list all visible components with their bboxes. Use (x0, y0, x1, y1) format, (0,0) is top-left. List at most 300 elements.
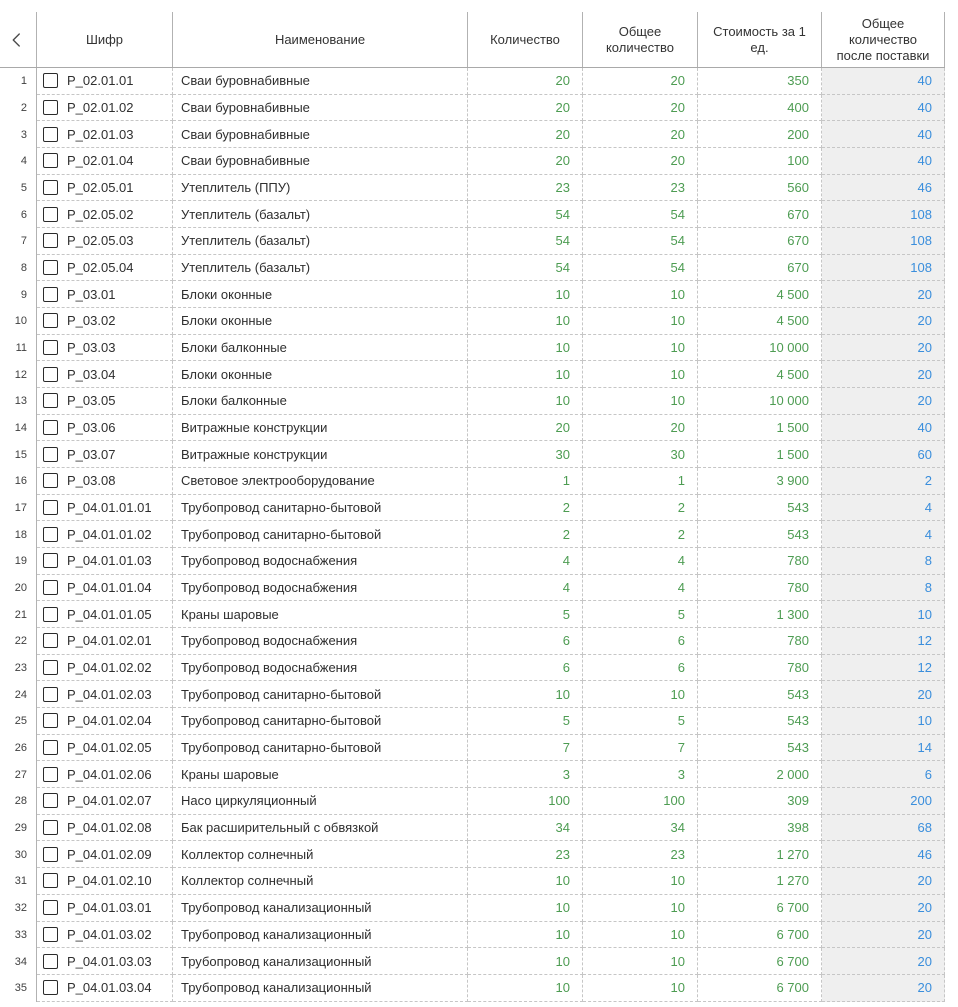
row-number: 10 (0, 308, 37, 335)
total-after-delivery-cell: 4 (822, 521, 945, 548)
code-text: Р_03.02 (67, 313, 116, 329)
unit-cost-cell[interactable]: 6 700 (698, 922, 822, 949)
name-cell[interactable]: Трубопровод водоснабжения (173, 628, 468, 655)
total-quantity-cell[interactable]: 5 (583, 708, 698, 735)
code-cell[interactable] (37, 388, 173, 415)
name-cell[interactable]: Коллектор солнечный (173, 868, 468, 895)
total-quantity-cell[interactable]: 30 (583, 441, 698, 468)
code-cell[interactable] (37, 495, 173, 522)
row-number: 34 (0, 948, 37, 975)
unit-cost-cell[interactable]: 350 (698, 68, 822, 95)
code-cell[interactable] (37, 361, 173, 388)
name-cell[interactable]: Трубопровод санитарно-бытовой (173, 708, 468, 735)
row-checkbox[interactable] (43, 980, 58, 995)
unit-cost-cell[interactable]: 543 (698, 735, 822, 762)
row-checkbox[interactable] (43, 287, 58, 302)
unit-cost-cell[interactable]: 10 000 (698, 388, 822, 415)
row-number: 27 (0, 761, 37, 788)
row-checkbox[interactable] (43, 713, 58, 728)
total-quantity-cell[interactable]: 10 (583, 948, 698, 975)
unit-cost-cell[interactable]: 400 (698, 95, 822, 122)
row-number: 20 (0, 575, 37, 602)
unit-cost-cell[interactable]: 670 (698, 255, 822, 282)
quantity-cell[interactable]: 10 (468, 388, 583, 415)
code-text: Р_03.06 (67, 420, 116, 436)
total-after-delivery-cell: 108 (822, 201, 945, 228)
code-cell[interactable] (37, 95, 173, 122)
row-number: 24 (0, 681, 37, 708)
name-cell[interactable]: Коллектор солнечный (173, 841, 468, 868)
code-text: Р_04.01.02.01 (67, 633, 152, 649)
total-quantity-cell[interactable]: 20 (583, 68, 698, 95)
row-checkbox[interactable] (43, 393, 58, 408)
total-after-delivery-cell: 4 (822, 495, 945, 522)
name-cell[interactable]: Трубопровод водоснабжения (173, 655, 468, 682)
total-quantity-cell[interactable]: 54 (583, 255, 698, 282)
quantity-cell[interactable]: 10 (468, 895, 583, 922)
quantity-cell[interactable]: 20 (468, 121, 583, 148)
row-checkbox[interactable] (43, 340, 58, 355)
total-quantity-cell[interactable]: 3 (583, 761, 698, 788)
quantity-cell[interactable]: 20 (468, 148, 583, 175)
unit-cost-cell[interactable]: 1 300 (698, 601, 822, 628)
code-text: Р_02.05.02 (67, 206, 134, 222)
total-quantity-cell[interactable]: 54 (583, 201, 698, 228)
unit-cost-cell[interactable]: 100 (698, 148, 822, 175)
name-cell[interactable]: Сваи буровнабивные (173, 121, 468, 148)
unit-cost-cell[interactable]: 3 900 (698, 468, 822, 495)
row-checkbox[interactable] (43, 207, 58, 222)
row-number: 8 (0, 255, 37, 282)
row-number: 6 (0, 201, 37, 228)
code-text: Р_04.01.02.06 (67, 766, 152, 782)
quantity-cell[interactable]: 20 (468, 95, 583, 122)
quantity-cell[interactable]: 5 (468, 601, 583, 628)
row-checkbox[interactable] (43, 500, 58, 515)
code-cell[interactable] (37, 788, 173, 815)
row-checkbox[interactable] (43, 180, 58, 195)
code-text: Р_03.05 (67, 393, 116, 409)
total-after-delivery-cell: 10 (822, 708, 945, 735)
row-checkbox[interactable] (43, 553, 58, 568)
total-quantity-cell[interactable]: 2 (583, 495, 698, 522)
quantity-cell[interactable]: 6 (468, 655, 583, 682)
total-quantity-cell[interactable]: 34 (583, 815, 698, 842)
row-number: 18 (0, 521, 37, 548)
row-checkbox[interactable] (43, 847, 58, 862)
total-after-delivery-cell: 8 (822, 575, 945, 602)
total-quantity-cell[interactable]: 10 (583, 361, 698, 388)
code-cell[interactable] (37, 441, 173, 468)
quantity-cell[interactable]: 10 (468, 281, 583, 308)
materials-table (0, 12, 945, 1002)
name-cell[interactable]: Утеплитель (базальт) (173, 228, 468, 255)
total-quantity-cell[interactable]: 6 (583, 655, 698, 682)
code-cell[interactable] (37, 175, 173, 202)
row-checkbox[interactable] (43, 820, 58, 835)
unit-cost-cell[interactable]: 10 000 (698, 335, 822, 362)
row-checkbox[interactable] (43, 367, 58, 382)
name-cell[interactable]: Блоки балконные (173, 388, 468, 415)
row-number: 31 (0, 868, 37, 895)
name-cell[interactable]: Трубопровод канализационный (173, 922, 468, 949)
code-text: Р_03.01 (67, 286, 116, 302)
name-cell[interactable]: Бак расширительный с обвязкой (173, 815, 468, 842)
name-cell[interactable]: Блоки оконные (173, 281, 468, 308)
row-checkbox[interactable] (43, 607, 58, 622)
quantity-cell[interactable]: 5 (468, 708, 583, 735)
name-cell[interactable]: Трубопровод водоснабжения (173, 548, 468, 575)
code-cell[interactable] (37, 681, 173, 708)
row-number: 5 (0, 175, 37, 202)
code-text: Р_04.01.02.02 (67, 660, 152, 676)
name-cell[interactable]: Утеплитель (базальт) (173, 201, 468, 228)
row-number: 13 (0, 388, 37, 415)
unit-cost-cell[interactable]: 543 (698, 708, 822, 735)
code-cell[interactable] (37, 922, 173, 949)
quantity-cell[interactable]: 34 (468, 815, 583, 842)
row-checkbox[interactable] (43, 153, 58, 168)
quantity-cell[interactable]: 4 (468, 575, 583, 602)
total-quantity-cell[interactable]: 2 (583, 521, 698, 548)
unit-cost-cell[interactable]: 1 500 (698, 441, 822, 468)
code-cell[interactable] (37, 121, 173, 148)
quantity-cell[interactable]: 3 (468, 761, 583, 788)
code-text: Р_04.01.01.04 (67, 580, 152, 596)
total-quantity-cell[interactable]: 6 (583, 628, 698, 655)
unit-cost-cell[interactable]: 560 (698, 175, 822, 202)
unit-cost-cell[interactable]: 1 270 (698, 868, 822, 895)
unit-cost-cell[interactable]: 543 (698, 681, 822, 708)
row-checkbox[interactable] (43, 740, 58, 755)
quantity-cell[interactable]: 4 (468, 548, 583, 575)
total-quantity-cell[interactable]: 10 (583, 308, 698, 335)
code-text: Р_04.01.02.07 (67, 793, 152, 809)
total-after-delivery-cell: 6 (822, 761, 945, 788)
row-checkbox[interactable] (43, 420, 58, 435)
code-text: Р_04.01.01.03 (67, 553, 152, 569)
total-after-delivery-cell: 20 (822, 308, 945, 335)
unit-cost-cell[interactable]: 780 (698, 575, 822, 602)
code-text: Р_03.07 (67, 446, 116, 462)
row-number: 22 (0, 628, 37, 655)
quantity-cell[interactable]: 10 (468, 308, 583, 335)
row-checkbox[interactable] (43, 660, 58, 675)
quantity-cell[interactable]: 10 (468, 681, 583, 708)
name-cell[interactable]: Насо циркуляционный (173, 788, 468, 815)
total-quantity-cell[interactable]: 20 (583, 95, 698, 122)
name-cell[interactable]: Трубопровод водоснабжения (173, 575, 468, 602)
code-text: Р_02.05.01 (67, 180, 134, 196)
code-cell[interactable] (37, 655, 173, 682)
total-after-delivery-cell: 20 (822, 335, 945, 362)
table-body (0, 68, 945, 1002)
code-cell[interactable] (37, 308, 173, 335)
row-number: 1 (0, 68, 37, 95)
unit-cost-cell[interactable]: 4 500 (698, 281, 822, 308)
back-button[interactable] (6, 29, 28, 51)
total-after-delivery-cell: 12 (822, 655, 945, 682)
row-checkbox[interactable] (43, 633, 58, 648)
quantity-cell[interactable]: 30 (468, 441, 583, 468)
quantity-cell[interactable]: 10 (468, 975, 583, 1002)
name-cell[interactable]: Сваи буровнабивные (173, 148, 468, 175)
row-number: 28 (0, 788, 37, 815)
unit-cost-cell[interactable]: 543 (698, 521, 822, 548)
code-cell[interactable] (37, 148, 173, 175)
name-cell[interactable]: Блоки оконные (173, 308, 468, 335)
row-number: 16 (0, 468, 37, 495)
code-cell[interactable] (37, 975, 173, 1002)
unit-cost-cell[interactable]: 4 500 (698, 308, 822, 335)
name-cell[interactable]: Краны шаровые (173, 761, 468, 788)
column-header-total-after-delivery (822, 12, 945, 67)
name-cell[interactable]: Блоки оконные (173, 361, 468, 388)
column-header-code-label: Шифр (85, 31, 124, 47)
row-checkbox[interactable] (43, 767, 58, 782)
quantity-cell[interactable]: 10 (468, 948, 583, 975)
name-cell[interactable]: Сваи буровнабивные (173, 68, 468, 95)
name-cell[interactable]: Витражные конструкции (173, 415, 468, 442)
row-checkbox[interactable] (43, 954, 58, 969)
code-cell[interactable] (37, 841, 173, 868)
unit-cost-cell[interactable]: 670 (698, 228, 822, 255)
row-checkbox[interactable] (43, 873, 58, 888)
total-quantity-cell[interactable]: 23 (583, 841, 698, 868)
quantity-cell[interactable]: 2 (468, 521, 583, 548)
unit-cost-cell[interactable]: 780 (698, 655, 822, 682)
row-number: 2 (0, 95, 37, 122)
quantity-cell[interactable]: 54 (468, 201, 583, 228)
name-cell[interactable]: Краны шаровые (173, 601, 468, 628)
row-checkbox[interactable] (43, 793, 58, 808)
quantity-cell[interactable]: 6 (468, 628, 583, 655)
code-cell[interactable] (37, 201, 173, 228)
total-after-delivery-cell: 40 (822, 95, 945, 122)
name-cell[interactable]: Трубопровод санитарно-бытовой (173, 521, 468, 548)
total-after-delivery-cell: 108 (822, 255, 945, 282)
code-text: Р_04.01.03.03 (67, 953, 152, 969)
code-cell[interactable] (37, 761, 173, 788)
quantity-cell[interactable]: 20 (468, 68, 583, 95)
code-cell[interactable] (37, 948, 173, 975)
quantity-cell[interactable]: 54 (468, 228, 583, 255)
quantity-cell[interactable]: 7 (468, 735, 583, 762)
total-after-delivery-cell: 20 (822, 361, 945, 388)
quantity-cell[interactable]: 23 (468, 841, 583, 868)
row-number: 25 (0, 708, 37, 735)
quantity-cell[interactable]: 10 (468, 335, 583, 362)
row-checkbox[interactable] (43, 73, 58, 88)
total-quantity-cell[interactable]: 10 (583, 922, 698, 949)
total-after-delivery-cell: 20 (822, 388, 945, 415)
column-header-unit-cost (698, 12, 822, 67)
name-cell[interactable]: Трубопровод канализационный (173, 948, 468, 975)
code-cell[interactable] (37, 601, 173, 628)
column-header-name (173, 12, 468, 67)
code-text: Р_04.01.03.02 (67, 926, 152, 942)
code-cell[interactable] (37, 895, 173, 922)
quantity-cell[interactable]: 23 (468, 175, 583, 202)
code-cell[interactable] (37, 335, 173, 362)
unit-cost-cell[interactable]: 4 500 (698, 361, 822, 388)
total-quantity-cell[interactable]: 4 (583, 548, 698, 575)
column-header-total-after-delivery-label: Общее количество после поставки (836, 15, 930, 63)
row-checkbox[interactable] (43, 580, 58, 595)
unit-cost-cell[interactable]: 2 000 (698, 761, 822, 788)
code-text: Р_03.04 (67, 366, 116, 382)
row-checkbox[interactable] (43, 900, 58, 915)
row-number: 9 (0, 281, 37, 308)
unit-cost-cell[interactable]: 200 (698, 121, 822, 148)
total-after-delivery-cell: 20 (822, 948, 945, 975)
total-after-delivery-cell: 200 (822, 788, 945, 815)
row-checkbox[interactable] (43, 233, 58, 248)
total-after-delivery-cell: 20 (822, 895, 945, 922)
code-cell[interactable] (37, 281, 173, 308)
total-after-delivery-cell: 108 (822, 228, 945, 255)
row-number: 14 (0, 415, 37, 442)
code-cell[interactable] (37, 628, 173, 655)
name-cell[interactable]: Трубопровод санитарно-бытовой (173, 735, 468, 762)
total-after-delivery-cell: 20 (822, 281, 945, 308)
row-number: 12 (0, 361, 37, 388)
unit-cost-cell[interactable]: 780 (698, 548, 822, 575)
row-checkbox[interactable] (43, 260, 58, 275)
code-cell[interactable] (37, 255, 173, 282)
column-header-quantity (468, 12, 583, 67)
name-cell[interactable]: Трубопровод санитарно-бытовой (173, 681, 468, 708)
total-quantity-cell[interactable]: 20 (583, 148, 698, 175)
name-cell[interactable]: Витражные конструкции (173, 441, 468, 468)
name-cell[interactable]: Сваи буровнабивные (173, 95, 468, 122)
total-quantity-cell[interactable]: 7 (583, 735, 698, 762)
quantity-cell[interactable]: 2 (468, 495, 583, 522)
unit-cost-cell[interactable]: 6 700 (698, 895, 822, 922)
column-header-quantity-label: Количество (490, 31, 560, 47)
name-cell[interactable]: Трубопровод канализационный (173, 895, 468, 922)
row-checkbox[interactable] (43, 127, 58, 142)
total-quantity-cell[interactable]: 4 (583, 575, 698, 602)
unit-cost-cell[interactable]: 1 500 (698, 415, 822, 442)
code-cell[interactable] (37, 708, 173, 735)
total-quantity-cell[interactable]: 23 (583, 175, 698, 202)
unit-cost-cell[interactable]: 543 (698, 495, 822, 522)
column-header-total-quantity (583, 12, 698, 67)
code-cell[interactable] (37, 468, 173, 495)
unit-cost-cell[interactable]: 6 700 (698, 975, 822, 1002)
code-cell[interactable] (37, 735, 173, 762)
total-after-delivery-cell: 20 (822, 868, 945, 895)
total-quantity-cell[interactable]: 100 (583, 788, 698, 815)
total-quantity-cell[interactable]: 20 (583, 121, 698, 148)
total-quantity-cell[interactable]: 10 (583, 281, 698, 308)
total-after-delivery-cell: 8 (822, 548, 945, 575)
total-quantity-cell[interactable]: 10 (583, 681, 698, 708)
row-number: 29 (0, 815, 37, 842)
name-cell[interactable]: Трубопровод канализационный (173, 975, 468, 1002)
total-quantity-cell[interactable]: 5 (583, 601, 698, 628)
row-number: 33 (0, 922, 37, 949)
code-text: Р_04.01.02.04 (67, 713, 152, 729)
code-cell[interactable] (37, 521, 173, 548)
code-text: Р_04.01.02.05 (67, 740, 152, 756)
row-number: 4 (0, 148, 37, 175)
quantity-cell[interactable]: 10 (468, 361, 583, 388)
name-cell[interactable]: Световое электрооборудование (173, 468, 468, 495)
total-quantity-cell[interactable]: 10 (583, 895, 698, 922)
column-header-unit-cost-label: Стоимость за 1 ед. (713, 23, 806, 55)
column-header-total-quantity-label: Общее количество (605, 23, 675, 55)
code-text: Р_04.01.03.04 (67, 980, 152, 996)
row-checkbox[interactable] (43, 527, 58, 542)
code-cell[interactable] (37, 548, 173, 575)
total-quantity-cell[interactable]: 10 (583, 335, 698, 362)
name-cell[interactable]: Трубопровод санитарно-бытовой (173, 495, 468, 522)
quantity-cell[interactable]: 10 (468, 868, 583, 895)
total-quantity-cell[interactable]: 1 (583, 468, 698, 495)
column-header-code (37, 12, 173, 67)
quantity-cell[interactable]: 10 (468, 922, 583, 949)
row-checkbox[interactable] (43, 473, 58, 488)
name-cell[interactable]: Утеплитель (базальт) (173, 255, 468, 282)
code-text: Р_03.03 (67, 340, 116, 356)
row-checkbox[interactable] (43, 927, 58, 942)
code-cell[interactable] (37, 868, 173, 895)
code-text: Р_04.01.02.03 (67, 686, 152, 702)
row-number: 11 (0, 335, 37, 362)
total-quantity-cell[interactable]: 10 (583, 975, 698, 1002)
quantity-cell[interactable]: 54 (468, 255, 583, 282)
code-text: Р_02.05.03 (67, 233, 134, 249)
total-after-delivery-cell: 20 (822, 681, 945, 708)
row-checkbox[interactable] (43, 100, 58, 115)
code-cell[interactable] (37, 228, 173, 255)
quantity-cell[interactable]: 20 (468, 415, 583, 442)
unit-cost-cell[interactable]: 670 (698, 201, 822, 228)
unit-cost-cell[interactable]: 309 (698, 788, 822, 815)
total-quantity-cell[interactable]: 54 (583, 228, 698, 255)
code-text: Р_04.01.01.05 (67, 606, 152, 622)
code-text: Р_02.01.04 (67, 153, 134, 169)
total-quantity-cell[interactable]: 10 (583, 868, 698, 895)
unit-cost-cell[interactable]: 6 700 (698, 948, 822, 975)
chevron-left-icon (8, 31, 26, 49)
unit-cost-cell[interactable]: 780 (698, 628, 822, 655)
total-after-delivery-cell: 40 (822, 121, 945, 148)
name-cell[interactable]: Блоки балконные (173, 335, 468, 362)
code-cell[interactable] (37, 415, 173, 442)
total-after-delivery-cell: 46 (822, 175, 945, 202)
row-number: 15 (0, 441, 37, 468)
row-checkbox[interactable] (43, 447, 58, 462)
quantity-cell[interactable]: 100 (468, 788, 583, 815)
total-after-delivery-cell: 10 (822, 601, 945, 628)
row-checkbox[interactable] (43, 687, 58, 702)
total-quantity-cell[interactable]: 20 (583, 415, 698, 442)
unit-cost-cell[interactable]: 1 270 (698, 841, 822, 868)
name-cell[interactable]: Утеплитель (ППУ) (173, 175, 468, 202)
quantity-cell[interactable]: 1 (468, 468, 583, 495)
code-cell[interactable] (37, 575, 173, 602)
code-cell[interactable] (37, 68, 173, 95)
unit-cost-cell[interactable]: 398 (698, 815, 822, 842)
row-checkbox[interactable] (43, 313, 58, 328)
row-number: 35 (0, 975, 37, 1002)
total-quantity-cell[interactable]: 10 (583, 388, 698, 415)
row-number: 26 (0, 735, 37, 762)
code-cell[interactable] (37, 815, 173, 842)
